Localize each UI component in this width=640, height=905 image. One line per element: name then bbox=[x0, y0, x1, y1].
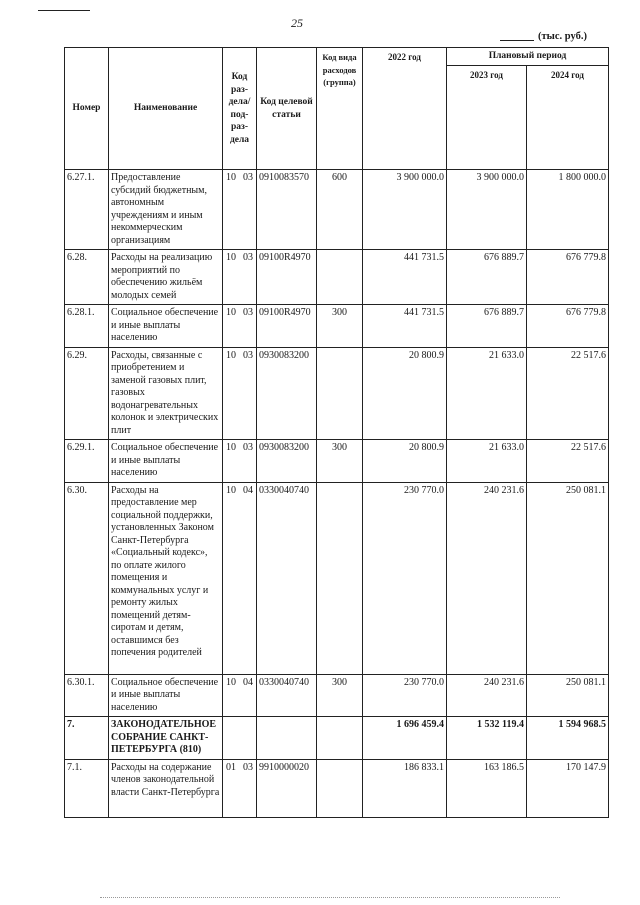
value-2024: 676 779.8 bbox=[527, 250, 609, 305]
budget-table bbox=[64, 47, 609, 818]
expense-code bbox=[317, 482, 363, 674]
target-code bbox=[257, 717, 317, 760]
units-label: (тыс. руб.) bbox=[538, 31, 587, 42]
row-name: Расходы на предоставление мер социальной поддержки, установленных Законом Санкт-Петербурга «Социальный кодекс», по оплате жилого помещения и коммунальных услуг и ремонту жилых помещений детям-сиротам и детям, оставшимся без попечения родителей bbox=[109, 482, 223, 674]
value-2022: 441 731.5 bbox=[363, 250, 447, 305]
value-2023: 676 889.7 bbox=[447, 250, 527, 305]
subsection-code: 03 bbox=[243, 349, 253, 361]
row-name: Предоставление субсидий бюджетным, автономным учреждениям и иным некоммерческим организациям bbox=[109, 170, 223, 250]
value-2023: 163 186.5 bbox=[447, 759, 527, 817]
value-2022: 1 696 459.4 bbox=[363, 717, 447, 760]
page-number: 25 bbox=[291, 16, 303, 30]
value-2023: 240 231.6 bbox=[447, 482, 527, 674]
value-2023: 21 633.0 bbox=[447, 347, 527, 440]
header-target-code: Код целевой статьи bbox=[257, 48, 317, 170]
row-number: 6.28. bbox=[65, 250, 109, 305]
table-row bbox=[65, 170, 609, 250]
target-code: 0930083200 bbox=[257, 347, 317, 440]
value-2022: 230 770.0 bbox=[363, 482, 447, 674]
target-code: 09100R4970 bbox=[257, 305, 317, 348]
value-2024: 676 779.8 bbox=[527, 305, 609, 348]
table-row bbox=[65, 674, 609, 717]
header-name: Наименование bbox=[109, 48, 223, 170]
value-2023: 240 231.6 bbox=[447, 674, 527, 717]
value-2024: 1 800 000.0 bbox=[527, 170, 609, 250]
value-2022: 441 731.5 bbox=[363, 305, 447, 348]
row-name: Расходы на содержание членов законодательной власти Санкт-Петербурга bbox=[109, 759, 223, 817]
row-number: 6.29. bbox=[65, 347, 109, 440]
row-number: 6.28.1. bbox=[65, 305, 109, 348]
expense-code bbox=[317, 347, 363, 440]
section-code: 10 bbox=[226, 252, 236, 263]
value-2022: 186 833.1 bbox=[363, 759, 447, 817]
units-rule bbox=[500, 40, 534, 41]
value-2022: 3 900 000.0 bbox=[363, 170, 447, 250]
row-number: 7.1. bbox=[65, 759, 109, 817]
subsection-code: 03 bbox=[243, 172, 253, 183]
header-year-2022: 2022 год bbox=[363, 48, 447, 170]
table-row bbox=[65, 250, 609, 305]
target-code: 0930083200 bbox=[257, 440, 317, 483]
section-code: 01 bbox=[226, 761, 236, 773]
row-name: Расходы, связанные с приобретением и заменой газовых плит, газовых водонагревательных колонок и электрических плит bbox=[109, 347, 223, 440]
expense-code: 300 bbox=[317, 440, 363, 483]
expense-code bbox=[317, 759, 363, 817]
subsection-code: 04 bbox=[243, 676, 253, 688]
value-2023: 3 900 000.0 bbox=[447, 170, 527, 250]
section-code: 10 bbox=[226, 172, 236, 183]
row-name: Социальное обеспечение и иные выплаты населению bbox=[109, 440, 223, 483]
target-code: 0910083570 bbox=[257, 170, 317, 250]
value-2023: 676 889.7 bbox=[447, 305, 527, 348]
value-2022: 20 800.9 bbox=[363, 347, 447, 440]
value-2024: 250 081.1 bbox=[527, 674, 609, 717]
subsection-code: 03 bbox=[243, 307, 253, 318]
expense-code: 300 bbox=[317, 305, 363, 348]
value-2024: 1 594 968.5 bbox=[527, 717, 609, 760]
row-name: ЗАКОНОДАТЕЛЬНОЕ СОБРАНИЕ САНКТ-ПЕТЕРБУРГА (810) bbox=[109, 717, 223, 760]
table-row bbox=[65, 759, 609, 817]
row-number: 6.27.1. bbox=[65, 170, 109, 250]
expense-code: 600 bbox=[317, 170, 363, 250]
footer-scan-marks bbox=[100, 897, 560, 902]
target-code: 0330040740 bbox=[257, 674, 317, 717]
table-row bbox=[65, 305, 609, 348]
header-plan-period: Плановый период bbox=[447, 48, 609, 66]
header-expense-code: Код вида расходов (группа) bbox=[317, 48, 363, 170]
section-code: 10 bbox=[226, 307, 236, 318]
top-rule bbox=[38, 10, 90, 11]
target-code: 09100R4970 bbox=[257, 250, 317, 305]
expense-code bbox=[317, 250, 363, 305]
target-code: 0330040740 bbox=[257, 482, 317, 674]
row-number: 7. bbox=[65, 717, 109, 760]
row-name: Социальное обеспечение и иные выплаты населению bbox=[109, 305, 223, 348]
expense-code: 300 bbox=[317, 674, 363, 717]
value-2022: 20 800.9 bbox=[363, 440, 447, 483]
section-code: 10 bbox=[226, 442, 236, 453]
header-number: Номер bbox=[65, 48, 109, 170]
value-2024: 170 147.9 bbox=[527, 759, 609, 817]
value-2023: 21 633.0 bbox=[447, 440, 527, 483]
table-row bbox=[65, 717, 609, 760]
expense-code bbox=[317, 717, 363, 760]
section-code: 10 bbox=[226, 484, 236, 496]
subsection-code: 03 bbox=[243, 252, 253, 263]
header-section-code: Код раз-дела/под-раз-дела bbox=[223, 48, 257, 170]
row-number: 6.30.1. bbox=[65, 674, 109, 717]
value-2024: 22 517.6 bbox=[527, 440, 609, 483]
subsection-code: 03 bbox=[243, 442, 253, 453]
section-code: 10 bbox=[226, 676, 236, 688]
row-number: 6.30. bbox=[65, 482, 109, 674]
value-2024: 22 517.6 bbox=[527, 347, 609, 440]
header-year-2023: 2023 год bbox=[447, 66, 527, 170]
row-name: Расходы на реализацию мероприятий по обеспечению жильём молодых семей bbox=[109, 250, 223, 305]
table-row bbox=[65, 482, 609, 674]
header-year-2024: 2024 год bbox=[527, 66, 609, 170]
value-2023: 1 532 119.4 bbox=[447, 717, 527, 760]
value-2022: 230 770.0 bbox=[363, 674, 447, 717]
subsection-code: 03 bbox=[243, 761, 253, 773]
table-row bbox=[65, 347, 609, 440]
target-code: 9910000020 bbox=[257, 759, 317, 817]
row-name: Социальное обеспечение и иные выплаты населению bbox=[109, 674, 223, 717]
section-code: 10 bbox=[226, 349, 236, 361]
subsection-code: 04 bbox=[243, 484, 253, 496]
table-row bbox=[65, 440, 609, 483]
row-number: 6.29.1. bbox=[65, 440, 109, 483]
value-2024: 250 081.1 bbox=[527, 482, 609, 674]
